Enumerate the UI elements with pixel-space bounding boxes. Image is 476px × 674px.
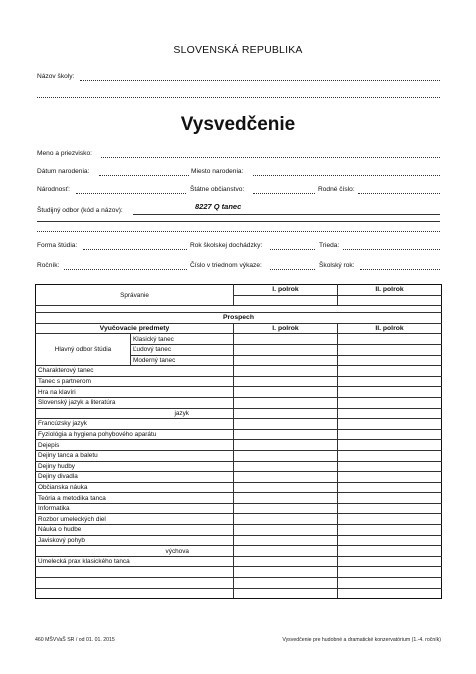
school-field[interactable]: [80, 74, 440, 81]
subject-row: [36, 397, 442, 408]
subject-name: jazyk: [36, 408, 234, 419]
footer-form-description: Vysvedčenie pre hudobné a dramatické konzervatórium (1.-4. ročník): [282, 637, 441, 643]
grade-cell[interactable]: [234, 588, 338, 599]
subject-name: Náuka o hudbe: [36, 525, 234, 536]
grade-cell[interactable]: [338, 535, 442, 546]
grade-cell[interactable]: [338, 366, 442, 377]
grade-cell[interactable]: [234, 546, 338, 557]
birth-number-label: Rodné číslo:: [318, 186, 355, 193]
subject-name: Dejiny hudby: [36, 461, 234, 472]
subject-name: Dejepis: [36, 440, 234, 451]
grade-cell[interactable]: [234, 397, 338, 408]
citizenship-field[interactable]: [253, 187, 315, 194]
subject-row: [36, 493, 442, 504]
subject-name: Francúzsky jazyk: [36, 419, 234, 430]
subject-name: Fyziológia a hygiena pohybového aparátu: [36, 429, 234, 440]
grade-cell[interactable]: [234, 578, 338, 589]
grade-cell[interactable]: [234, 556, 338, 567]
subject-name: [36, 567, 234, 578]
subject-row: [36, 419, 442, 430]
grade-cell[interactable]: [338, 578, 442, 589]
grade-cell[interactable]: [234, 450, 338, 461]
subject-name: Slovenský jazyk a literatúra: [36, 397, 234, 408]
school-label: Názov školy:: [37, 73, 75, 80]
country-heading: SLOVENSKÁ REPUBLIKA: [173, 44, 303, 56]
birth-date-label: Dátum narodenia:: [37, 168, 90, 175]
school-year-field[interactable]: [360, 263, 440, 270]
subject-name: [36, 588, 234, 599]
grade-cell[interactable]: [234, 376, 338, 387]
program-value: 8227 Q tanec: [195, 202, 242, 211]
grade-cell[interactable]: [338, 461, 442, 472]
subject-name: Dejiny tanca a baletu: [36, 450, 234, 461]
grade-cell[interactable]: [234, 387, 338, 398]
grade-cell[interactable]: [338, 503, 442, 514]
birth-number-field[interactable]: [358, 187, 440, 194]
main-branch-item: Klasický tanec: [131, 334, 234, 345]
attendance-year-label: Rok školskej dochádzky:: [190, 242, 263, 249]
spacer-row: [36, 306, 442, 313]
program-field[interactable]: [133, 214, 440, 215]
subject-name: Tanec s partnerom: [36, 376, 234, 387]
behavior-grade-half1[interactable]: [234, 295, 338, 306]
subject-name: Charakterový tanec: [36, 366, 234, 377]
subject-row: [36, 408, 442, 419]
grade-cell[interactable]: [338, 450, 442, 461]
subject-name: Dejiny divadla: [36, 472, 234, 483]
subject-name: Teória a metodika tanca: [36, 493, 234, 504]
behavior-half2-header: II. polrok: [338, 285, 442, 296]
nationality-label: Národnosť:: [37, 186, 70, 193]
progress-header: Prospech: [36, 313, 442, 324]
subject-name: Hra na klavíri: [36, 387, 234, 398]
grade-cell[interactable]: [338, 567, 442, 578]
grade-cell[interactable]: [234, 440, 338, 451]
subject-name: Rozbor umeleckých diel: [36, 514, 234, 525]
subject-row: [36, 429, 442, 440]
birth-date-field[interactable]: [99, 169, 189, 176]
subject-name: Umelecká prax klasického tanca: [36, 556, 234, 567]
subjects-header: Vyučovacie predmety: [36, 323, 234, 334]
register-number-label: Číslo v triednom výkaze:: [190, 262, 262, 269]
subject-name: [36, 578, 234, 589]
nationality-field[interactable]: [76, 187, 186, 194]
footer-form-code: 460 MŠVVaŠ SR / od 01. 01. 2015: [35, 637, 115, 643]
register-number-field[interactable]: [270, 263, 315, 270]
study-form-field[interactable]: [83, 243, 187, 250]
main-branch-item: Ľudový tanec: [131, 344, 234, 355]
grade-cell[interactable]: [234, 419, 338, 430]
grade-cell[interactable]: [338, 429, 442, 440]
subject-name: Občianska náuka: [36, 482, 234, 493]
subject-name: Javiskový pohyb: [36, 535, 234, 546]
grade-cell[interactable]: [338, 419, 442, 430]
subject-row: [36, 546, 442, 557]
grade-cell[interactable]: [234, 429, 338, 440]
grade-cell[interactable]: [234, 472, 338, 483]
document-title: Vysvedčenie: [180, 114, 296, 135]
grade-cell[interactable]: [234, 493, 338, 504]
behavior-half1-header: I. polrok: [234, 285, 338, 296]
grade-cell[interactable]: [338, 546, 442, 557]
grade-cell[interactable]: [234, 366, 338, 377]
grade-cell[interactable]: [338, 397, 442, 408]
grade-cell[interactable]: [338, 514, 442, 525]
grade-cell[interactable]: [234, 567, 338, 578]
grade-cell[interactable]: [338, 376, 442, 387]
class-field[interactable]: [343, 243, 440, 250]
program-field-line3[interactable]: [37, 225, 440, 232]
grade-cell[interactable]: [234, 355, 338, 366]
grade-cell[interactable]: [338, 472, 442, 483]
grades-table: [35, 284, 442, 599]
study-form-label: Forma štúdia:: [37, 242, 78, 249]
grade-cell[interactable]: [338, 525, 442, 536]
subject-row: [36, 482, 442, 493]
subject-row: [36, 514, 442, 525]
name-label: Meno a priezvisko:: [37, 150, 92, 157]
subject-row: [36, 556, 442, 567]
grade-year-field[interactable]: [64, 263, 187, 270]
behavior-label: Správanie: [36, 285, 234, 306]
program-field-line2[interactable]: [37, 221, 440, 222]
grade-cell[interactable]: [338, 482, 442, 493]
school-year-label: Školský rok:: [319, 262, 355, 269]
birth-place-label: Miesto narodenia:: [191, 168, 244, 175]
subject-row: [36, 535, 442, 546]
grade-cell[interactable]: [234, 503, 338, 514]
grade-cell[interactable]: [234, 408, 338, 419]
subject-row: [36, 503, 442, 514]
progress-half1-header: I. polrok: [234, 323, 338, 334]
progress-half2-header: II. polrok: [338, 323, 442, 334]
grade-cell[interactable]: [338, 387, 442, 398]
subject-row: [36, 376, 442, 387]
subject-row: [36, 588, 442, 599]
name-field[interactable]: [101, 151, 440, 158]
grade-cell[interactable]: [234, 482, 338, 493]
subject-row: [36, 450, 442, 461]
grade-cell[interactable]: [338, 344, 442, 355]
program-label: Študijný odbor (kód a názov):: [37, 207, 123, 214]
subject-row: [36, 366, 442, 377]
grade-cell[interactable]: [234, 535, 338, 546]
subject-row: [36, 440, 442, 451]
main-branch-item: Moderný tanec: [131, 355, 234, 366]
subject-row: [36, 567, 442, 578]
grade-cell[interactable]: [338, 408, 442, 419]
school-field-line2[interactable]: [37, 91, 440, 98]
behavior-grade-half2[interactable]: [338, 295, 442, 306]
subject-row: [36, 525, 442, 536]
grade-cell[interactable]: [338, 334, 442, 345]
subject-name: výchova: [36, 546, 234, 557]
class-label: Trieda:: [319, 242, 340, 249]
grade-cell[interactable]: [234, 334, 338, 345]
grade-cell[interactable]: [234, 344, 338, 355]
attendance-year-field[interactable]: [270, 243, 315, 250]
subject-row: [36, 387, 442, 398]
subject-row: [36, 461, 442, 472]
main-branch-label: Hlavný odbor štúdia: [36, 334, 131, 366]
grade-cell[interactable]: [338, 440, 442, 451]
grade-cell[interactable]: [338, 493, 442, 504]
subject-row: [36, 472, 442, 483]
grade-cell[interactable]: [338, 588, 442, 599]
birth-place-field[interactable]: [253, 169, 440, 176]
citizenship-label: Štátne občianstvo:: [190, 186, 245, 193]
subject-name: Informatika: [36, 503, 234, 514]
grade-cell[interactable]: [338, 556, 442, 567]
grade-cell[interactable]: [234, 525, 338, 536]
grade-cell[interactable]: [338, 355, 442, 366]
grade-cell[interactable]: [234, 461, 338, 472]
grade-cell[interactable]: [234, 514, 338, 525]
grade-year-label: Ročník:: [37, 262, 60, 269]
subject-row: [36, 578, 442, 589]
